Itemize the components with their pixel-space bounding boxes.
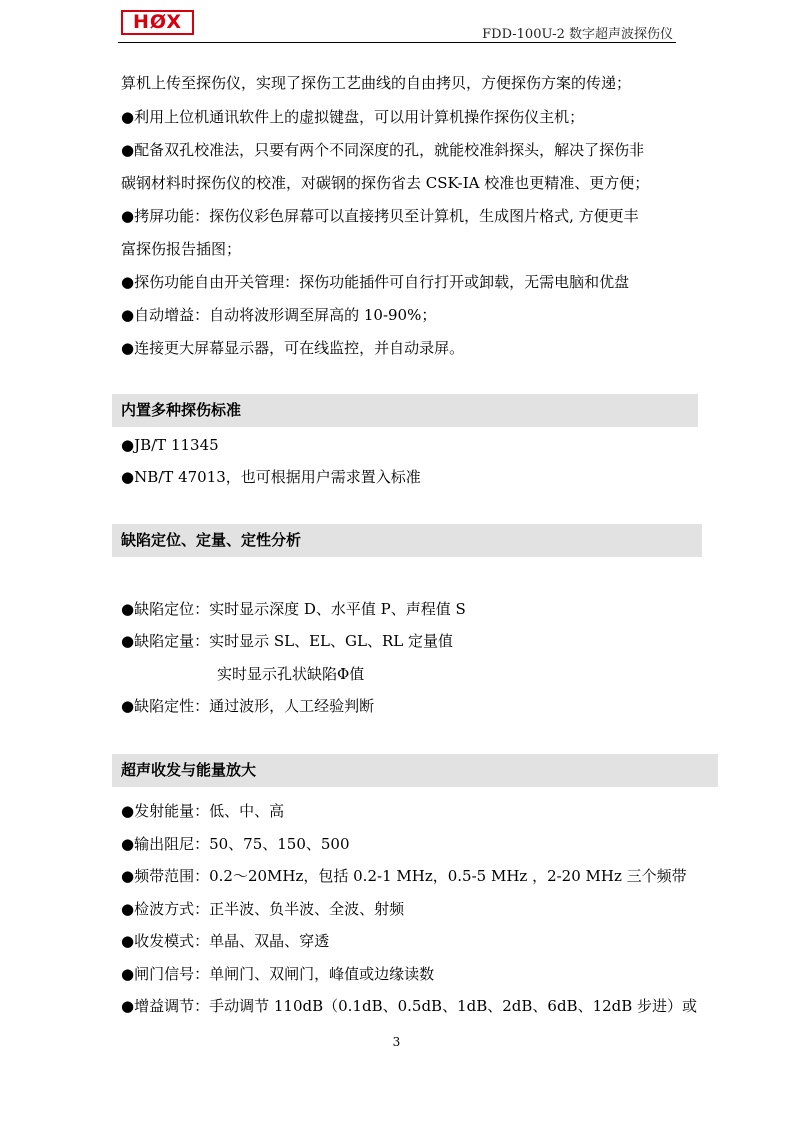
intro-line: ●利用上位机通讯软件上的虚拟键盘，可以用计算机操作探伤仪主机； bbox=[121, 108, 585, 126]
section-heading-ultrasonic: 超声收发与能量放大 bbox=[112, 754, 718, 787]
intro-line: 碳钢材料时探伤仪的校准，对碳钢的探伤省去 CSK-IA 校准也更精准、更方便； bbox=[121, 174, 650, 192]
list-item: ●频带范围：0.2～20MHz，包括 0.2-1 MHz，0.5-5 MHz ，2-20 MHz 三个频带 bbox=[121, 867, 687, 885]
header-divider bbox=[118, 42, 676, 43]
list-item: ●缺陷定位：实时显示深度 D、水平值 P、声程值 S bbox=[121, 600, 466, 618]
list-item-continuation: 实时显示孔状缺陷Φ值 bbox=[217, 665, 365, 683]
list-item: ●收发模式：单晶、双晶、穿透 bbox=[121, 932, 330, 950]
intro-line: 算机上传至探伤仪，实现了探伤工艺曲线的自由拷贝，方便探伤方案的传递； bbox=[121, 74, 632, 92]
intro-line: 富探伤报告插图； bbox=[121, 240, 242, 258]
intro-line: ●连接更大屏幕显示器，可在线监控，并自动录屏。 bbox=[121, 339, 465, 357]
intro-line: ●自动增益：自动将波形调至屏高的 10-90%； bbox=[121, 306, 437, 324]
list-item: ●增益调节：手动调节 110dB（0.1dB、0.5dB、1dB、2dB、6dB、12dB 步进）或 bbox=[121, 997, 698, 1015]
list-item: ●检波方式：正半波、负半波、全波、射频 bbox=[121, 900, 405, 918]
intro-line: ●拷屏功能：探伤仪彩色屏幕可以直接拷贝至计算机，生成图片格式, 方便更丰 bbox=[121, 207, 639, 225]
list-item: ●缺陷定性：通过波形，人工经验判断 bbox=[121, 697, 375, 715]
header-title: FDD-100U-2 数字超声波探伤仪 bbox=[482, 27, 673, 42]
intro-line: ●配备双孔校准法，只要有两个不同深度的孔，就能校准斜探头，解决了探伤非 bbox=[121, 141, 645, 159]
intro-line: ●探伤功能自由开关管理：探伤功能插件可自行打开或卸载，无需电脑和优盘 bbox=[121, 273, 630, 291]
list-item: ●NB/T 47013，也可根据用户需求置入标准 bbox=[121, 468, 421, 486]
page-number: 3 bbox=[392, 1035, 401, 1049]
list-item: ●缺陷定量：实时显示 SL、EL、GL、RL 定量值 bbox=[121, 632, 453, 650]
list-item: ●输出阻尼：50、75、150、500 bbox=[121, 835, 350, 853]
list-item: ●JB/T 11345 bbox=[121, 436, 219, 454]
list-item: ●闸门信号：单闸门、双闸门，峰值或边缘读数 bbox=[121, 965, 435, 983]
section-heading-standards: 内置多种探伤标准 bbox=[112, 394, 698, 427]
company-logo: HØX bbox=[121, 10, 194, 35]
list-item: ●发射能量：低、中、高 bbox=[121, 802, 285, 820]
section-heading-defect-analysis: 缺陷定位、定量、定性分析 bbox=[112, 524, 702, 557]
